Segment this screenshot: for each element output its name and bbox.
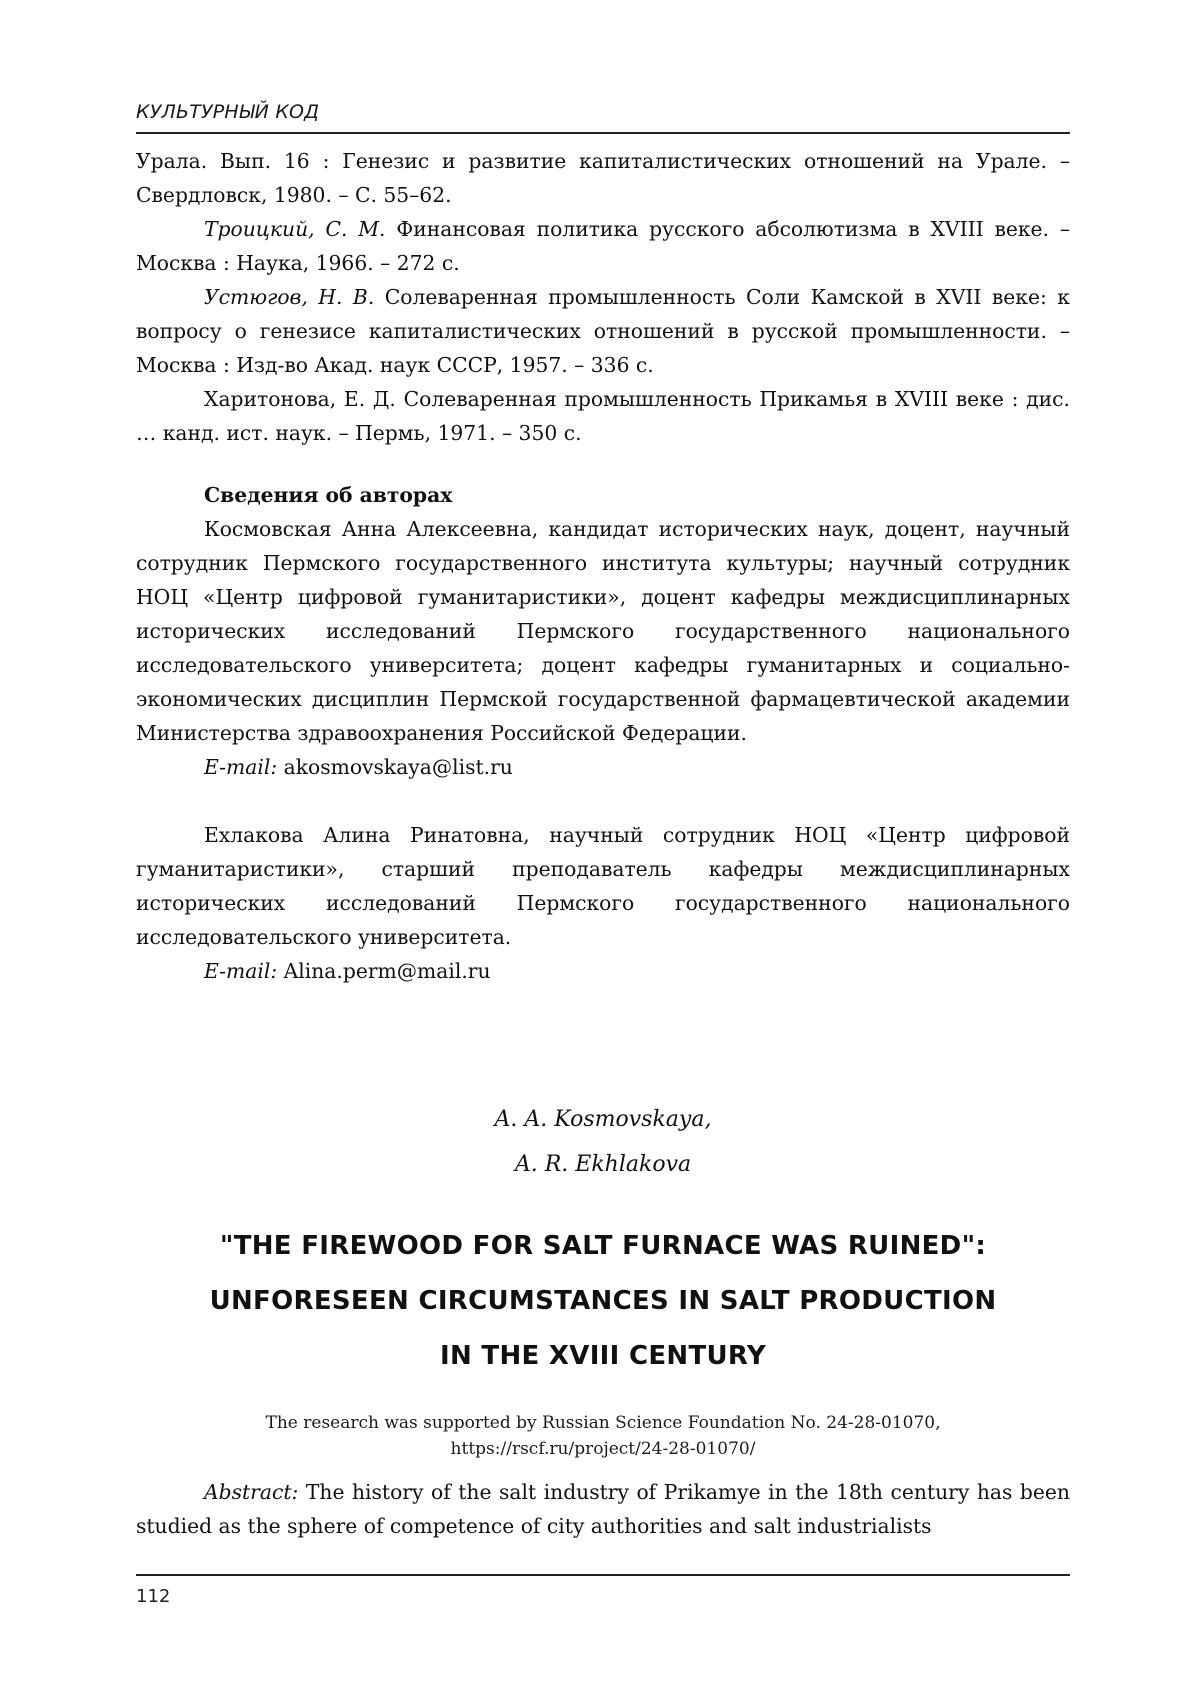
page-number: 112	[136, 1586, 171, 1607]
reference-author: Троицкий, С. М.	[204, 217, 386, 241]
english-authors	[136, 1097, 1070, 1187]
author-email: E-mail: akosmovskaya@list.ru	[204, 755, 513, 779]
reference-author: Устюгов, Н. В.	[204, 285, 375, 309]
email-link[interactable]: Alina.perm@mail.ru	[277, 959, 491, 983]
journal-page	[136, 0, 1070, 1705]
author-bio: Космовская Анна Алексеевна, кандидат исторических наук, доцент, научный сотрудник Пермского государственного института культуры; научный сотрудник НОЦ «Центр цифровой гуманитаристики», доцент кафедры междисциплинарных исторических исследований Пермского государственного национального исследовательского университета; доцент кафедры гуманитарных и социально-экономических дисциплин Пермской государственной фармацевтической академии Министерства здравоохранения Российской Федерации.	[136, 517, 1070, 745]
reference-item: Устюгов, Н. В. Солеваренная промышленность Соли Камской в XVII веке: к вопросу о генезисе капиталистических отношений в русской промышленности. – Москва : Изд-во Акад. наук СССР, 1957. – 336 с.	[136, 285, 1070, 377]
email-link[interactable]: akosmovskaya@list.ru	[277, 755, 513, 779]
title-line: "THE FIREWOOD FOR SALT FURNACE WAS RUINED":	[219, 1231, 987, 1261]
abstract-text: The history of the salt industry of Prikamye in the 18th century has been studied as the sphere of competence of city authorities and salt industrialists	[136, 1480, 1070, 1538]
funding-url[interactable]: https://rscf.ru/project/24-28-01070/	[450, 1439, 756, 1459]
author-name: A. A. Kosmovskaya,	[494, 1107, 712, 1132]
abstract	[136, 1475, 1070, 1543]
reference-item: Троицкий, С. М. Финансовая политика русского абсолютизма в XVIII веке. – Москва : Наука, 1966. – 272 с.	[136, 217, 1070, 275]
author-entry	[136, 818, 1070, 988]
header-rule	[136, 132, 1070, 134]
abstract-label: Abstract:	[204, 1480, 299, 1504]
title-line: UNFORESEEN CIRCUMSTANCES IN SALT PRODUCTION	[209, 1286, 997, 1316]
author-name: A. R. Ekhlakova	[514, 1152, 692, 1177]
footer-rule	[136, 1574, 1070, 1576]
reference-item: Харитонова, Е. Д. Солеваренная промышленность Прикамья в XVIII веке : дис. … канд. ист. наук. – Пермь, 1971. – 350 с.	[136, 387, 1070, 445]
page-body	[136, 144, 1070, 988]
funding-note	[136, 1410, 1070, 1462]
title-line: IN THE XVIII CENTURY	[440, 1341, 766, 1371]
reference-list	[136, 144, 1070, 450]
reference-item: Урала. Вып. 16 : Генезис и развитие капиталистических отношений на Урале. – Свердловск, 1980. – С. 55–62.	[136, 149, 1070, 207]
authors-section-title: Сведения об авторах	[204, 483, 453, 507]
author-email: E-mail: Alina.perm@mail.ru	[204, 959, 491, 983]
article-title	[136, 1219, 1070, 1384]
author-entry	[136, 512, 1070, 784]
spacer	[136, 784, 1070, 818]
running-title: КУЛЬТУРНЫЙ КОД	[136, 101, 320, 123]
author-bio: Ехлакова Алина Ринатовна, научный сотрудник НОЦ «Центр цифровой гуманитаристики», старший преподаватель кафедры междисциплинарных исторических исследований Пермского государственного национального исследовательского университета.	[136, 823, 1070, 949]
funding-line: The research was supported by Russian Science Foundation No. 24-28-01070,	[265, 1413, 941, 1433]
